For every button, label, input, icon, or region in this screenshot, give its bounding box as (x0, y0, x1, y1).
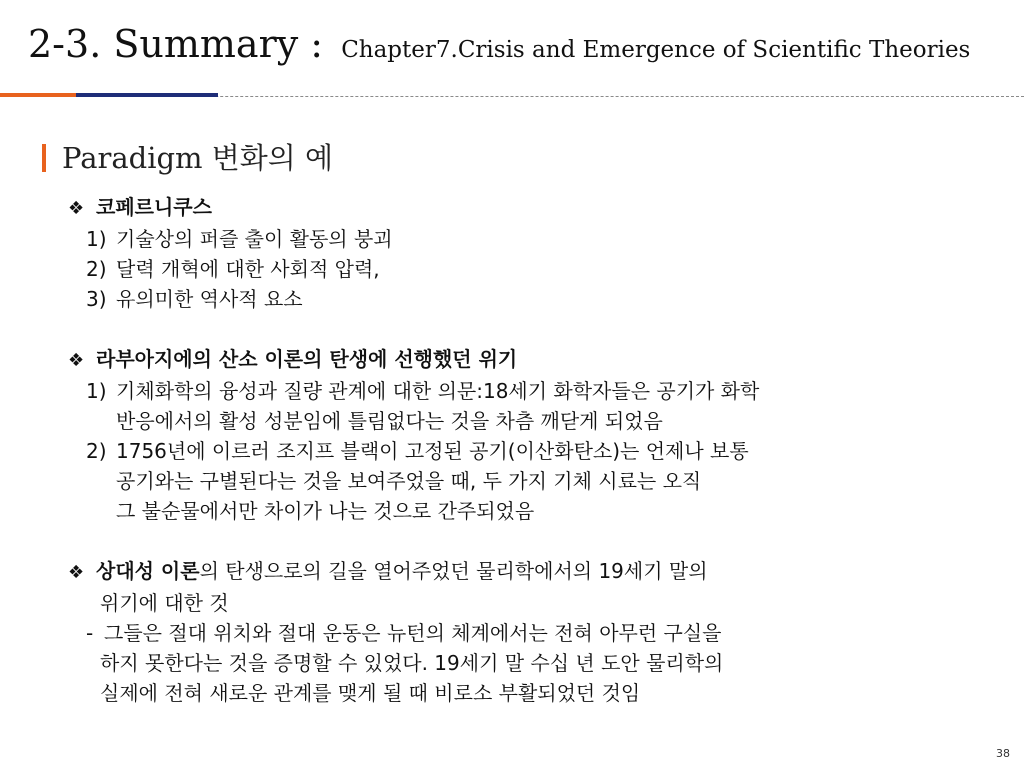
list-item-continuation: 그 불순물에서만 차이가 나는 것으로 간주되었음 (116, 499, 535, 523)
title-main: 2-3. Summary : (28, 22, 336, 66)
page-number: 38 (996, 747, 1010, 760)
bullet-heading: 코페르니쿠스 (96, 195, 212, 219)
list-item: 2) 1756년에 이르러 조지프 블랙이 고정된 공기(이산화탄소)는 언제나 보통 (86, 439, 749, 463)
bullet-heading: 라부아지에의 산소 이론의 탄생에 선행했던 위기 (96, 347, 518, 371)
list-item-continuation: 공기와는 구별된다는 것을 보여주었을 때, 두 가지 기체 시료는 오직 (116, 469, 702, 493)
list-item: 1) 기체화학의 융성과 질량 관계에 대한 의문:18세기 화학자들은 공기가 화학 (86, 379, 760, 403)
section-heading (42, 136, 333, 177)
section-accent-bar (42, 144, 46, 172)
list-item: 3) 유의미한 역사적 요소 (86, 287, 303, 311)
dash-item: - 그들은 절대 위치와 절대 운동은 뉴턴의 체계에서는 전혀 아무런 구실을 (86, 621, 722, 645)
bullet-heading-continuation: 위기에 대한 것 (100, 591, 229, 615)
title-subtitle: Chapter7.Crisis and Emergence of Scientific Theories (341, 37, 971, 63)
diamond-bullet-icon: ❖ (68, 350, 85, 371)
section-title: Paradigm 변화의 예 (62, 141, 334, 175)
slide-title (28, 22, 970, 66)
bullet-heading-rest: 의 탄생으로의 길을 열어주었던 물리학에서의 19세기 말의 (199, 559, 708, 583)
diamond-bullet-icon: ❖ (68, 198, 85, 219)
bullet-lavoisier (68, 344, 998, 376)
list-item: 2) 달력 개혁에 대한 사회적 압력, (86, 257, 380, 281)
list-item-continuation: 반응에서의 활성 성분임에 틀림없다는 것을 차츰 깨닫게 되었음 (116, 409, 663, 433)
header-accent-navy (76, 93, 218, 97)
diamond-bullet-icon: ❖ (68, 562, 85, 583)
dash-item-continuation: 실제에 전혀 새로운 관계를 맺게 될 때 비로소 부활되었던 것임 (100, 681, 641, 705)
list-item: 1) 기술상의 퍼즐 출이 활동의 붕괴 (86, 227, 393, 251)
dash-item-continuation: 하지 못한다는 것을 증명할 수 있었다. 19세기 말 수십 년 도안 물리학의 (100, 651, 724, 675)
bullet-relativity (68, 556, 998, 588)
bullet-heading-bold: 상대성 이론 (96, 559, 200, 583)
header-accent-orange (0, 93, 76, 97)
slide-content (68, 192, 998, 708)
bullet-copernicus (68, 192, 998, 224)
